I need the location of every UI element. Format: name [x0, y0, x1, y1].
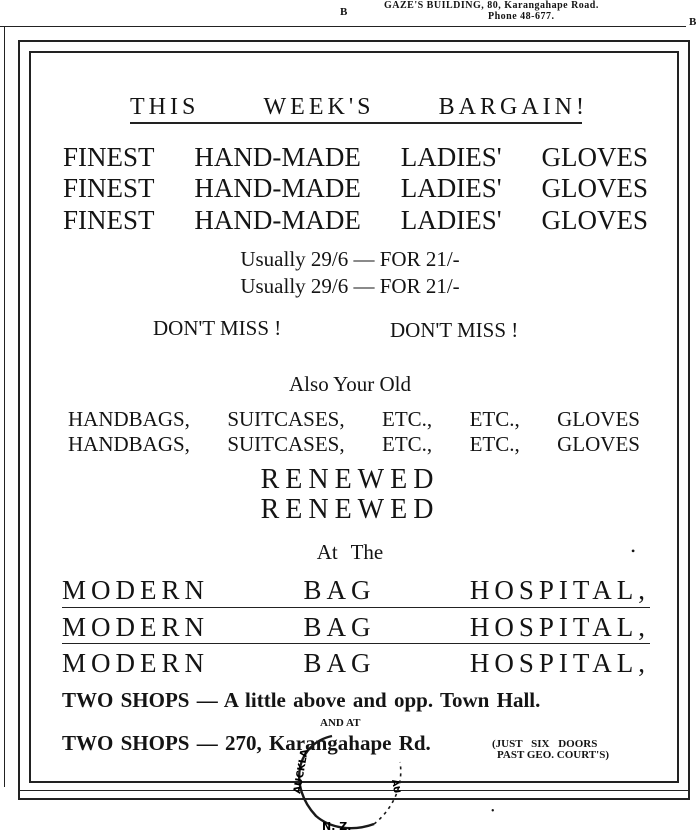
- headline: [130, 94, 588, 121]
- shops-note-1: (JUST SIX DOORS: [492, 738, 598, 750]
- shops-line-2: TWO SHOPS — 270, Karangahape Rd.: [62, 731, 431, 755]
- handbags-word: HANDBAGS,: [68, 407, 190, 431]
- gloves-line: [63, 205, 648, 236]
- headline-word: WEEK'S: [263, 94, 375, 120]
- gloves-word: FINEST: [63, 142, 155, 172]
- dont-miss-right: DON'T MISS !: [390, 318, 519, 342]
- address-line: GAZE'S BUILDING, 80, Karangahape Road.: [384, 0, 599, 11]
- hospital-word: MODERN: [62, 612, 210, 642]
- library-stamp: [282, 728, 408, 832]
- headline-underline: [130, 122, 582, 124]
- gloves-word: LADIES': [400, 173, 502, 203]
- handbags-line: [68, 432, 640, 457]
- renewed-line: RENEWED: [260, 464, 440, 495]
- gloves-word: GLOVES: [541, 173, 648, 203]
- header-rule: [0, 26, 686, 27]
- hospital-line: [62, 648, 650, 679]
- gloves-word: GLOVES: [541, 142, 648, 172]
- hospital-word: BAG: [303, 648, 376, 678]
- stamp-bottom-text: N. Z.: [322, 820, 352, 832]
- gloves-word: HAND-MADE: [194, 205, 361, 235]
- gloves-word: FINEST: [63, 173, 155, 203]
- renewed-line: RENEWED: [260, 494, 440, 525]
- gloves-word: GLOVES: [541, 205, 648, 235]
- gloves-line: [63, 173, 648, 204]
- gloves-word: HAND-MADE: [194, 173, 361, 203]
- ink-speck: •: [491, 806, 495, 817]
- headline-word: BARGAIN!: [438, 94, 588, 120]
- dont-miss-left: DON'T MISS !: [153, 316, 282, 340]
- handbags-word: SUITCASES,: [227, 432, 345, 456]
- page-letter-right: B: [689, 16, 697, 28]
- stamp-top-text: AUCKLA: [292, 748, 311, 795]
- hospital-word: MODERN: [62, 648, 210, 678]
- handbags-word: ETC.,: [469, 407, 520, 431]
- gloves-word: LADIES': [400, 142, 502, 172]
- hospital-word: MODERN: [62, 575, 210, 605]
- also-line: Also Your Old: [289, 372, 411, 396]
- hospital-line: [62, 575, 650, 606]
- handbags-word: ETC.,: [382, 432, 433, 456]
- handbags-word: ETC.,: [469, 432, 520, 456]
- handbags-word: GLOVES: [557, 407, 640, 431]
- shops-line-1: TWO SHOPS — A little above and opp. Town Hall.: [62, 688, 541, 712]
- hospital-word: HOSPITAL,: [469, 648, 650, 678]
- handbags-word: ETC.,: [382, 407, 433, 431]
- handbags-line: [68, 407, 640, 432]
- hospital-word: HOSPITAL,: [469, 612, 650, 642]
- gloves-word: FINEST: [63, 205, 155, 235]
- hospital-word: BAG: [303, 575, 376, 605]
- and-at: AND AT: [320, 717, 361, 729]
- hospital-rule: [62, 607, 650, 608]
- handbags-word: SUITCASES,: [227, 407, 345, 431]
- gloves-word: LADIES': [400, 205, 502, 235]
- at-the: At The: [316, 540, 384, 564]
- page-letter-left: B: [340, 6, 348, 18]
- gloves-line: [63, 142, 648, 173]
- left-margin-rule: [4, 27, 5, 787]
- hospital-line: [62, 612, 650, 643]
- headline-word: THIS: [130, 94, 200, 120]
- hospital-word: BAG: [303, 612, 376, 642]
- hospital-rule: [62, 643, 650, 644]
- handbags-word: GLOVES: [557, 432, 640, 456]
- ink-speck: •: [631, 544, 636, 558]
- price-line: Usually 29/6 — FOR 21/-: [240, 274, 460, 298]
- hospital-word: HOSPITAL,: [469, 575, 650, 605]
- gloves-word: HAND-MADE: [194, 142, 361, 172]
- price-line: Usually 29/6 — FOR 21/-: [240, 247, 460, 271]
- phone-line: Phone 48-677.: [488, 11, 555, 22]
- shops-note-2: PAST GEO. COURT'S): [497, 749, 609, 761]
- stamp-right-text: AU: [389, 778, 402, 795]
- handbags-word: HANDBAGS,: [68, 432, 190, 456]
